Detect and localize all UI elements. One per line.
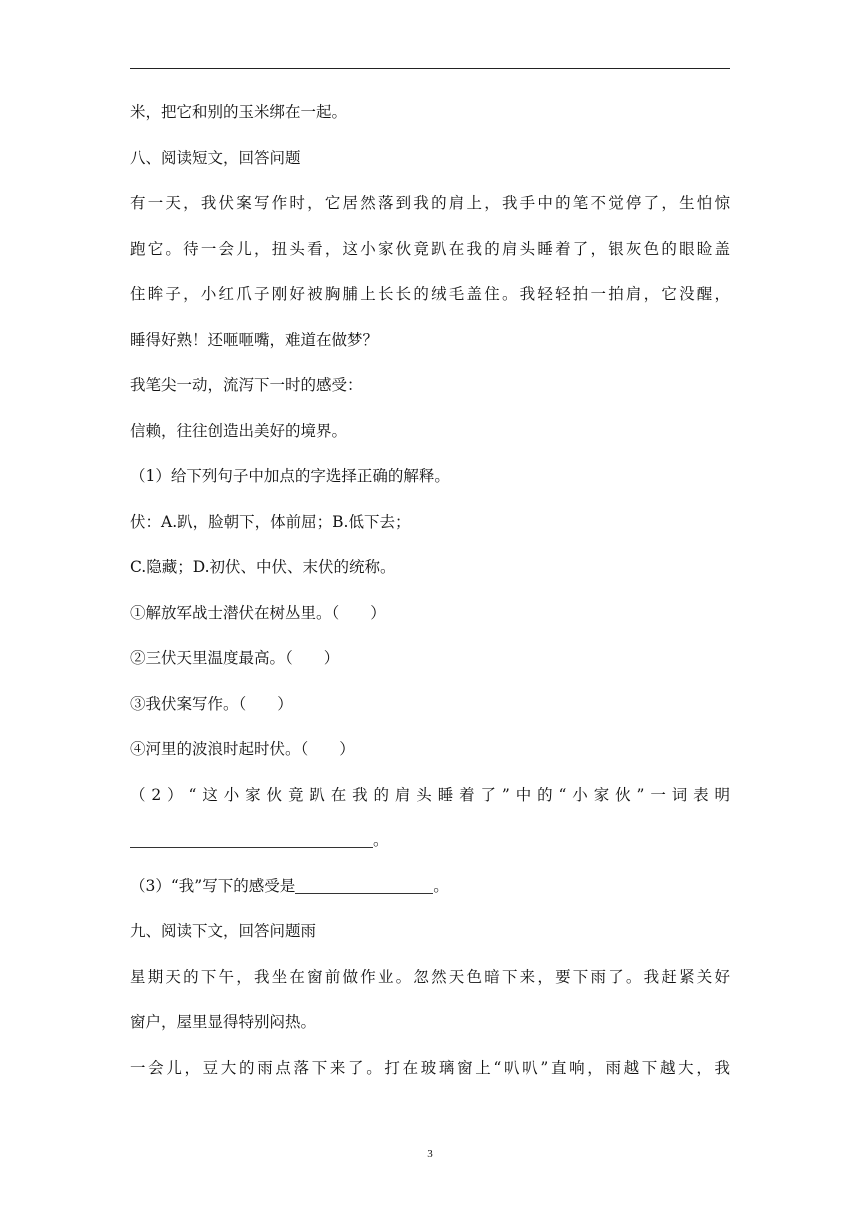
text-line: 跑它。待一会儿，扭头看，这小家伙竟趴在我的肩头睡着了，银灰色的眼睑盖 [130,239,730,258]
text-line: 一会儿，豆大的雨点落下来了。打在玻璃窗上“叭叭”直响，雨越下越大，我 [130,1058,730,1077]
definition-options: 伏：A.趴，脸朝下，体前屈；B.低下去； [130,512,411,531]
text-line: 窗户，屋里显得特别闷热。 [130,1013,317,1031]
section-heading-9: 九、阅读下文，回答问题雨 [130,922,317,940]
question-item: ④河里的波浪时起时伏。（ ） [130,740,355,758]
question-item: ②三伏天里温度最高。（ ） [130,649,340,667]
answer-line [130,818,730,864]
text-line: 我笔尖一动，流泻下一时的感受： [130,376,363,394]
question-3 [130,864,730,910]
question-item: ③我伏案写作。（ ） [130,694,293,713]
text-line: 信赖，往往创造出美好的境界。 [130,421,348,440]
text-line: 米，把它和别的玉米绑在一起。 [130,103,348,121]
text-line: 星期天的下午，我坐在窗前做作业。忽然天色暗下来，要下雨了。我赶紧关好 [130,967,730,986]
question-2: （2）“这小家伙竟趴在我的肩头睡着了”中的“小家伙”一词表明 [130,785,730,804]
section-heading-8: 八、阅读短文，回答问题 [130,148,301,167]
question-item: ①解放军战士潜伏在树丛里。（ ） [130,603,386,622]
text-line: 住眸子，小红爪子刚好被胸脯上长长的绒毛盖住。我轻轻拍一拍肩，它没醒， [130,285,730,303]
period: 。 [373,831,389,849]
text-line: 有一天，我伏案写作时，它居然落到我的肩上，我手中的笔不觉停了，生怕惊 [130,194,730,212]
definition-options: C.隐藏；D.初伏、中伏、末伏的统称。 [130,558,396,576]
question-1: （1）给下列句子中加点的字选择正确的解释。 [130,467,450,485]
document-body [130,90,730,1091]
page-number: 3 [427,1148,433,1160]
answer-blank[interactable] [130,830,373,848]
header-rule [130,68,730,69]
answer-blank[interactable] [295,876,433,894]
question-3-text: （3）“我”写下的感受是 [130,876,296,895]
text-line: 睡得好熟！还咂咂嘴，难道在做梦？ [130,330,379,349]
period: 。 [433,876,449,895]
